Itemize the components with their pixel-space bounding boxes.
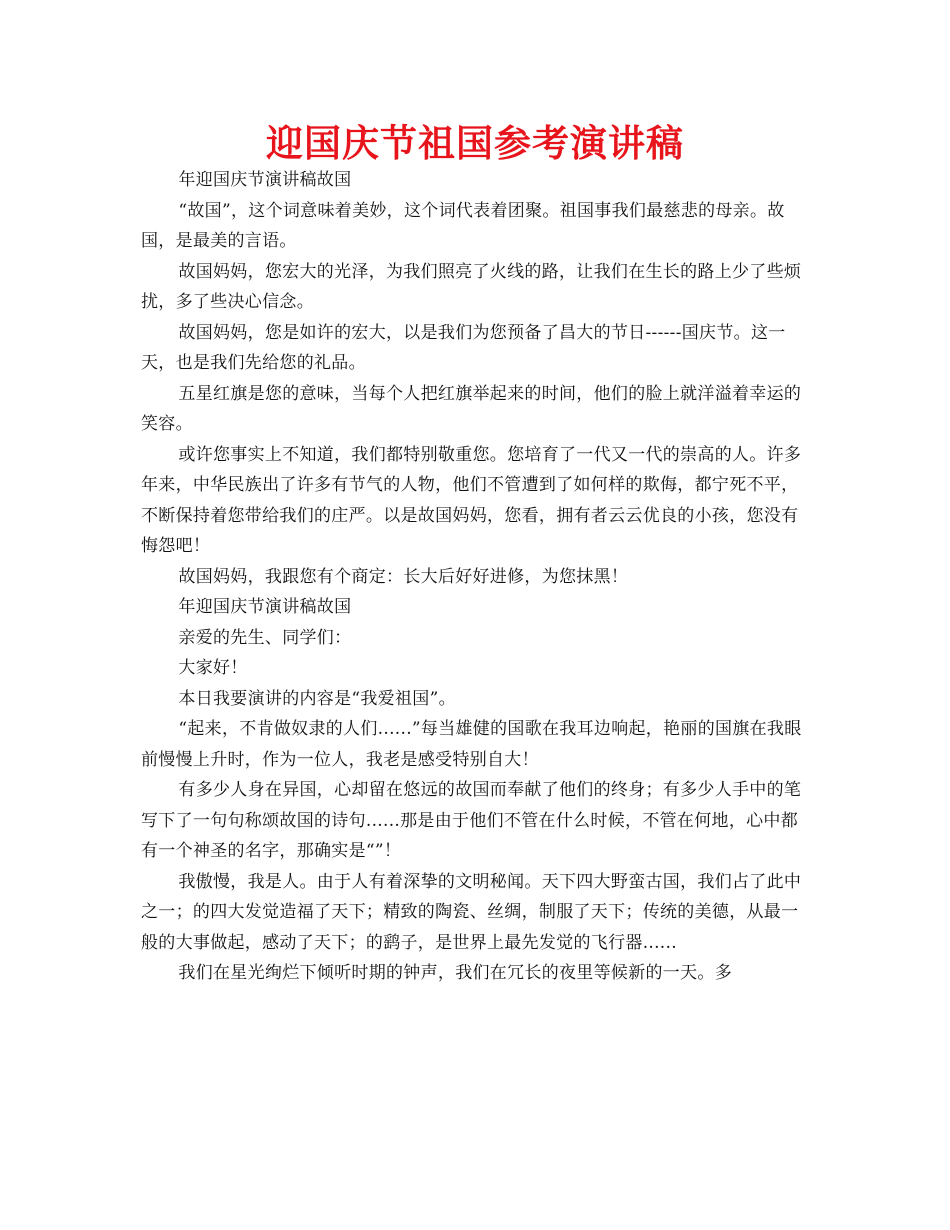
paragraph: 我们在星光绚烂下倾听时期的钟声，我们在冗长的夜里等候新的一天。多 — [178, 963, 732, 983]
paragraph: 或许您事实上不知道，我们都特别敬重您。您培育了一代又一代的崇高的人。许多年来，中华民族出了许多有节气的人物，他们不管遭到了如何样的欺侮，都宁死不平，不断保持着您带给我们的庄严。以是故国妈妈，您看，拥有者云云优良的小孩，您没有悔怨吧！ — [141, 444, 802, 556]
paragraph: 年迎国庆节演讲稿故国 — [178, 597, 352, 617]
paragraph: 年迎国庆节演讲稿故国 — [178, 170, 352, 190]
paragraph: 本日我要演讲的内容是“我爱祖国”。 — [178, 688, 456, 709]
paragraph: 五星红旗是您的意味，当每个人把红旗举起来的时间，他们的脸上就洋溢着幸运的笑容。 — [141, 383, 802, 434]
paragraph: 我傲慢，我是人。由于人有着深挚的文明秘闻。天下四大野蛮古国，我们占了此中之一；的四大发觉造福了天下；精致的陶瓷、丝绸，制服了天下；传统的美德，从最一般的大事做起，感动了天下；的鹞子，是世界上最先发觉的飞行器...... — [141, 871, 802, 953]
document-body — [141, 165, 813, 989]
paragraph: “起来，不肯做奴隶的人们......”每当雄健的国歌在我耳边响起，艳丽的国旗在我眼前慢慢上升时，作为一位人，我老是感受特别自大！ — [141, 719, 802, 770]
paragraph: 故国妈妈，您宏大的光泽，为我们照亮了火线的路，让我们在生长的路上少了些烦扰，多了些决心信念。 — [141, 261, 802, 312]
paragraph: “故国”，这个词意味着美妙，这个词代表着团聚。祖国事我们最慈悲的母亲。故国，是最美的言语。 — [141, 200, 785, 251]
paragraph: 有多少人身在异国，心却留在悠远的故国而奉献了他们的终身；有多少人手中的笔写下了一句句称颂故国的诗句......那是由于他们不管在什么时候，不管在何地，心中都有一个神圣的名字，那确实是“”！ — [141, 780, 802, 861]
paragraph: 故国妈妈，您是如许的宏大，以是我们为您预备了昌大的节日------国庆节。这一天，也是我们先给您的礼品。 — [141, 322, 786, 373]
paragraph: 故国妈妈，我跟您有个商定：长大后好好进修，为您抹黑！ — [178, 566, 629, 587]
paragraph: 大家好！ — [178, 658, 248, 678]
paragraph: 亲爱的先生、同学们： — [178, 627, 352, 648]
document-title: 迎国庆节祖国参考演讲稿 — [266, 121, 684, 165]
